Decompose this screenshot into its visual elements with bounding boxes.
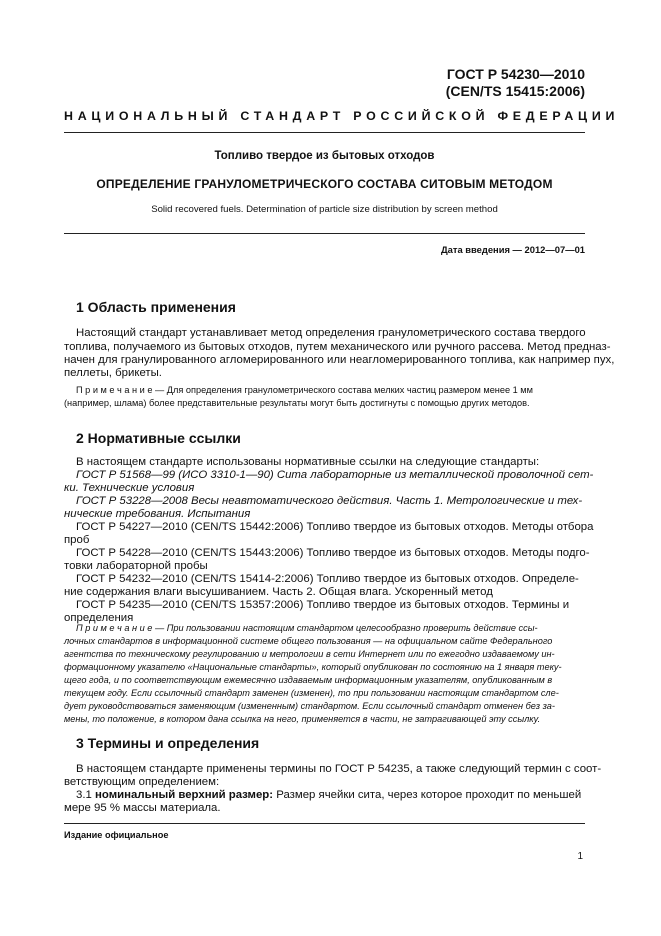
document-subject: Топливо твердое из бытовых отходов xyxy=(214,150,435,162)
section-3-heading: 3 Термины и определения xyxy=(76,735,260,751)
section-1-heading: 1 Область применения xyxy=(76,299,236,315)
note-text: щего года, и по соответствующим ежемесячно издаваемым информационным указателям, опубликованным в xyxy=(64,675,553,685)
section-1-note xyxy=(64,384,585,410)
term-number: 3.1 xyxy=(76,789,92,801)
section-2-note xyxy=(64,622,585,726)
term-name: номинальный верхний размер: xyxy=(95,789,274,801)
doc-number: ГОСТ Р 54230—2010 xyxy=(446,66,585,82)
reference-line: ние содержания влаги высушиванием. Часть 2. Общая влага. Ускоренный метод xyxy=(64,586,493,598)
header-rule xyxy=(64,132,585,133)
term-definition-text: Размер ячейки сита, через которое проходит по меньшей xyxy=(273,789,582,801)
title-rule xyxy=(64,233,585,234)
reference-line: ГОСТ Р 54228—2010 (CEN/TS 15443:2006) Топливо твердое из бытовых отходов. Методы подго- xyxy=(76,547,590,559)
section-1-line: Настоящий стандарт устанавливает метод определения гранулометрического состава твердого xyxy=(76,327,586,339)
note-text: (например, шлама) более представительные результаты могут быть достигнуты с помощью других методов. xyxy=(64,398,530,408)
reference-line: ГОСТ Р 53228—2008 Весы неавтоматического действия. Часть 1. Метрологические и тех- xyxy=(76,495,583,507)
footer-rule xyxy=(64,823,585,824)
note-text: — При пользовании настоящим стандартом целесообразно проверить действие ссы- xyxy=(152,623,538,633)
section-2-heading: 2 Нормативные ссылки xyxy=(76,430,241,446)
note-text: текущем году. Если ссылочный стандарт заменен (изменен), то при пользовании настоящим стандартом сле- xyxy=(64,688,559,698)
introduction-date: Дата введения — 2012—07—01 xyxy=(440,244,585,255)
section-1-line: пеллеты, брикеты. xyxy=(64,367,162,379)
reference-line: ГОСТ Р 51568—99 (ИСО 3310-1—90) Сита лабораторные из металлической проволочной сет- xyxy=(76,469,594,481)
note-text: мены, то положение, в котором дана ссылка на него, применяется в части, не затрагивающей эту ссылку. xyxy=(64,714,541,724)
note-text: агентства по техническому регулированию и метрологии в сети Интернет или по ежегодно издаваемому ин- xyxy=(64,649,555,659)
section-3-line: В настоящем стандарте применены термины по ГОСТ Р 54235, а также следующий термин с соот- xyxy=(76,763,602,775)
reference-line: ки. Технические условия xyxy=(64,482,195,494)
reference-line: ГОСТ Р 54227—2010 (CEN/TS 15442:2006) Топливо твердое из бытовых отходов. Методы отбора xyxy=(76,521,594,533)
section-1-line: топлива, получаемого из бытовых отходов, путем механического или ручного рассева. Метод предназ- xyxy=(64,341,611,353)
page-number: 1 xyxy=(577,851,583,862)
reference-line: ГОСТ Р 54235—2010 (CEN/TS 15357:2006) Топливо твердое из бытовых отходов. Термины и xyxy=(76,599,570,611)
doc-equiv: (CEN/TS 15415:2006) xyxy=(445,83,585,99)
reference-line: проб xyxy=(64,534,90,546)
note-text: формационному указателю «Национальные стандарты», который опубликован по состоянию на 1 января теку- xyxy=(64,662,562,672)
national-standard-line: НАЦИОНАЛЬНЫЙ СТАНДАРТ РОССИЙСКОЙ ФЕДЕРАЦИИ xyxy=(64,109,620,123)
reference-line: определения xyxy=(64,612,134,624)
note-label: П р и м е ч а н и е xyxy=(76,385,153,395)
note-text: лочных стандартов в информационной системе общего пользования — на официальном сайте Федерального xyxy=(64,636,553,646)
note-text: — Для определения гранулометрического состава мелких частиц размером менее 1 мм xyxy=(152,385,533,395)
document-title: ОПРЕДЕЛЕНИЕ ГРАНУЛОМЕТРИЧЕСКОГО СОСТАВА СИТОВЫМ МЕТОДОМ xyxy=(96,177,553,191)
edition-label: Издание официальное xyxy=(64,830,169,840)
section-1-line: начен для гранулированного агломерированного или неагломерированного топлива, как например пух, xyxy=(64,354,615,366)
note-text: дует руководствоваться заменяющим (измененным) стандартом. Если ссылочный стандарт отменен без за- xyxy=(64,701,555,711)
reference-line: ГОСТ Р 54232—2010 (CEN/TS 15414-2:2006) Топливо твердое из бытовых отходов. Определе- xyxy=(76,573,579,585)
section-2-intro: В настоящем стандарте использованы нормативные ссылки на следующие стандарты: xyxy=(76,456,540,468)
term-definition-continued: мере 95 % массы материала. xyxy=(64,802,221,814)
section-3-line: ветствующим определением: xyxy=(64,776,220,788)
reference-line: нические требования. Испытания xyxy=(64,508,251,520)
document-title-english: Solid recovered fuels. Determination of particle size distribution by screen method xyxy=(151,204,498,215)
term-definition xyxy=(64,789,585,802)
note-label: П р и м е ч а н и е xyxy=(76,623,153,633)
reference-line: товки лабораторной пробы xyxy=(64,560,208,572)
